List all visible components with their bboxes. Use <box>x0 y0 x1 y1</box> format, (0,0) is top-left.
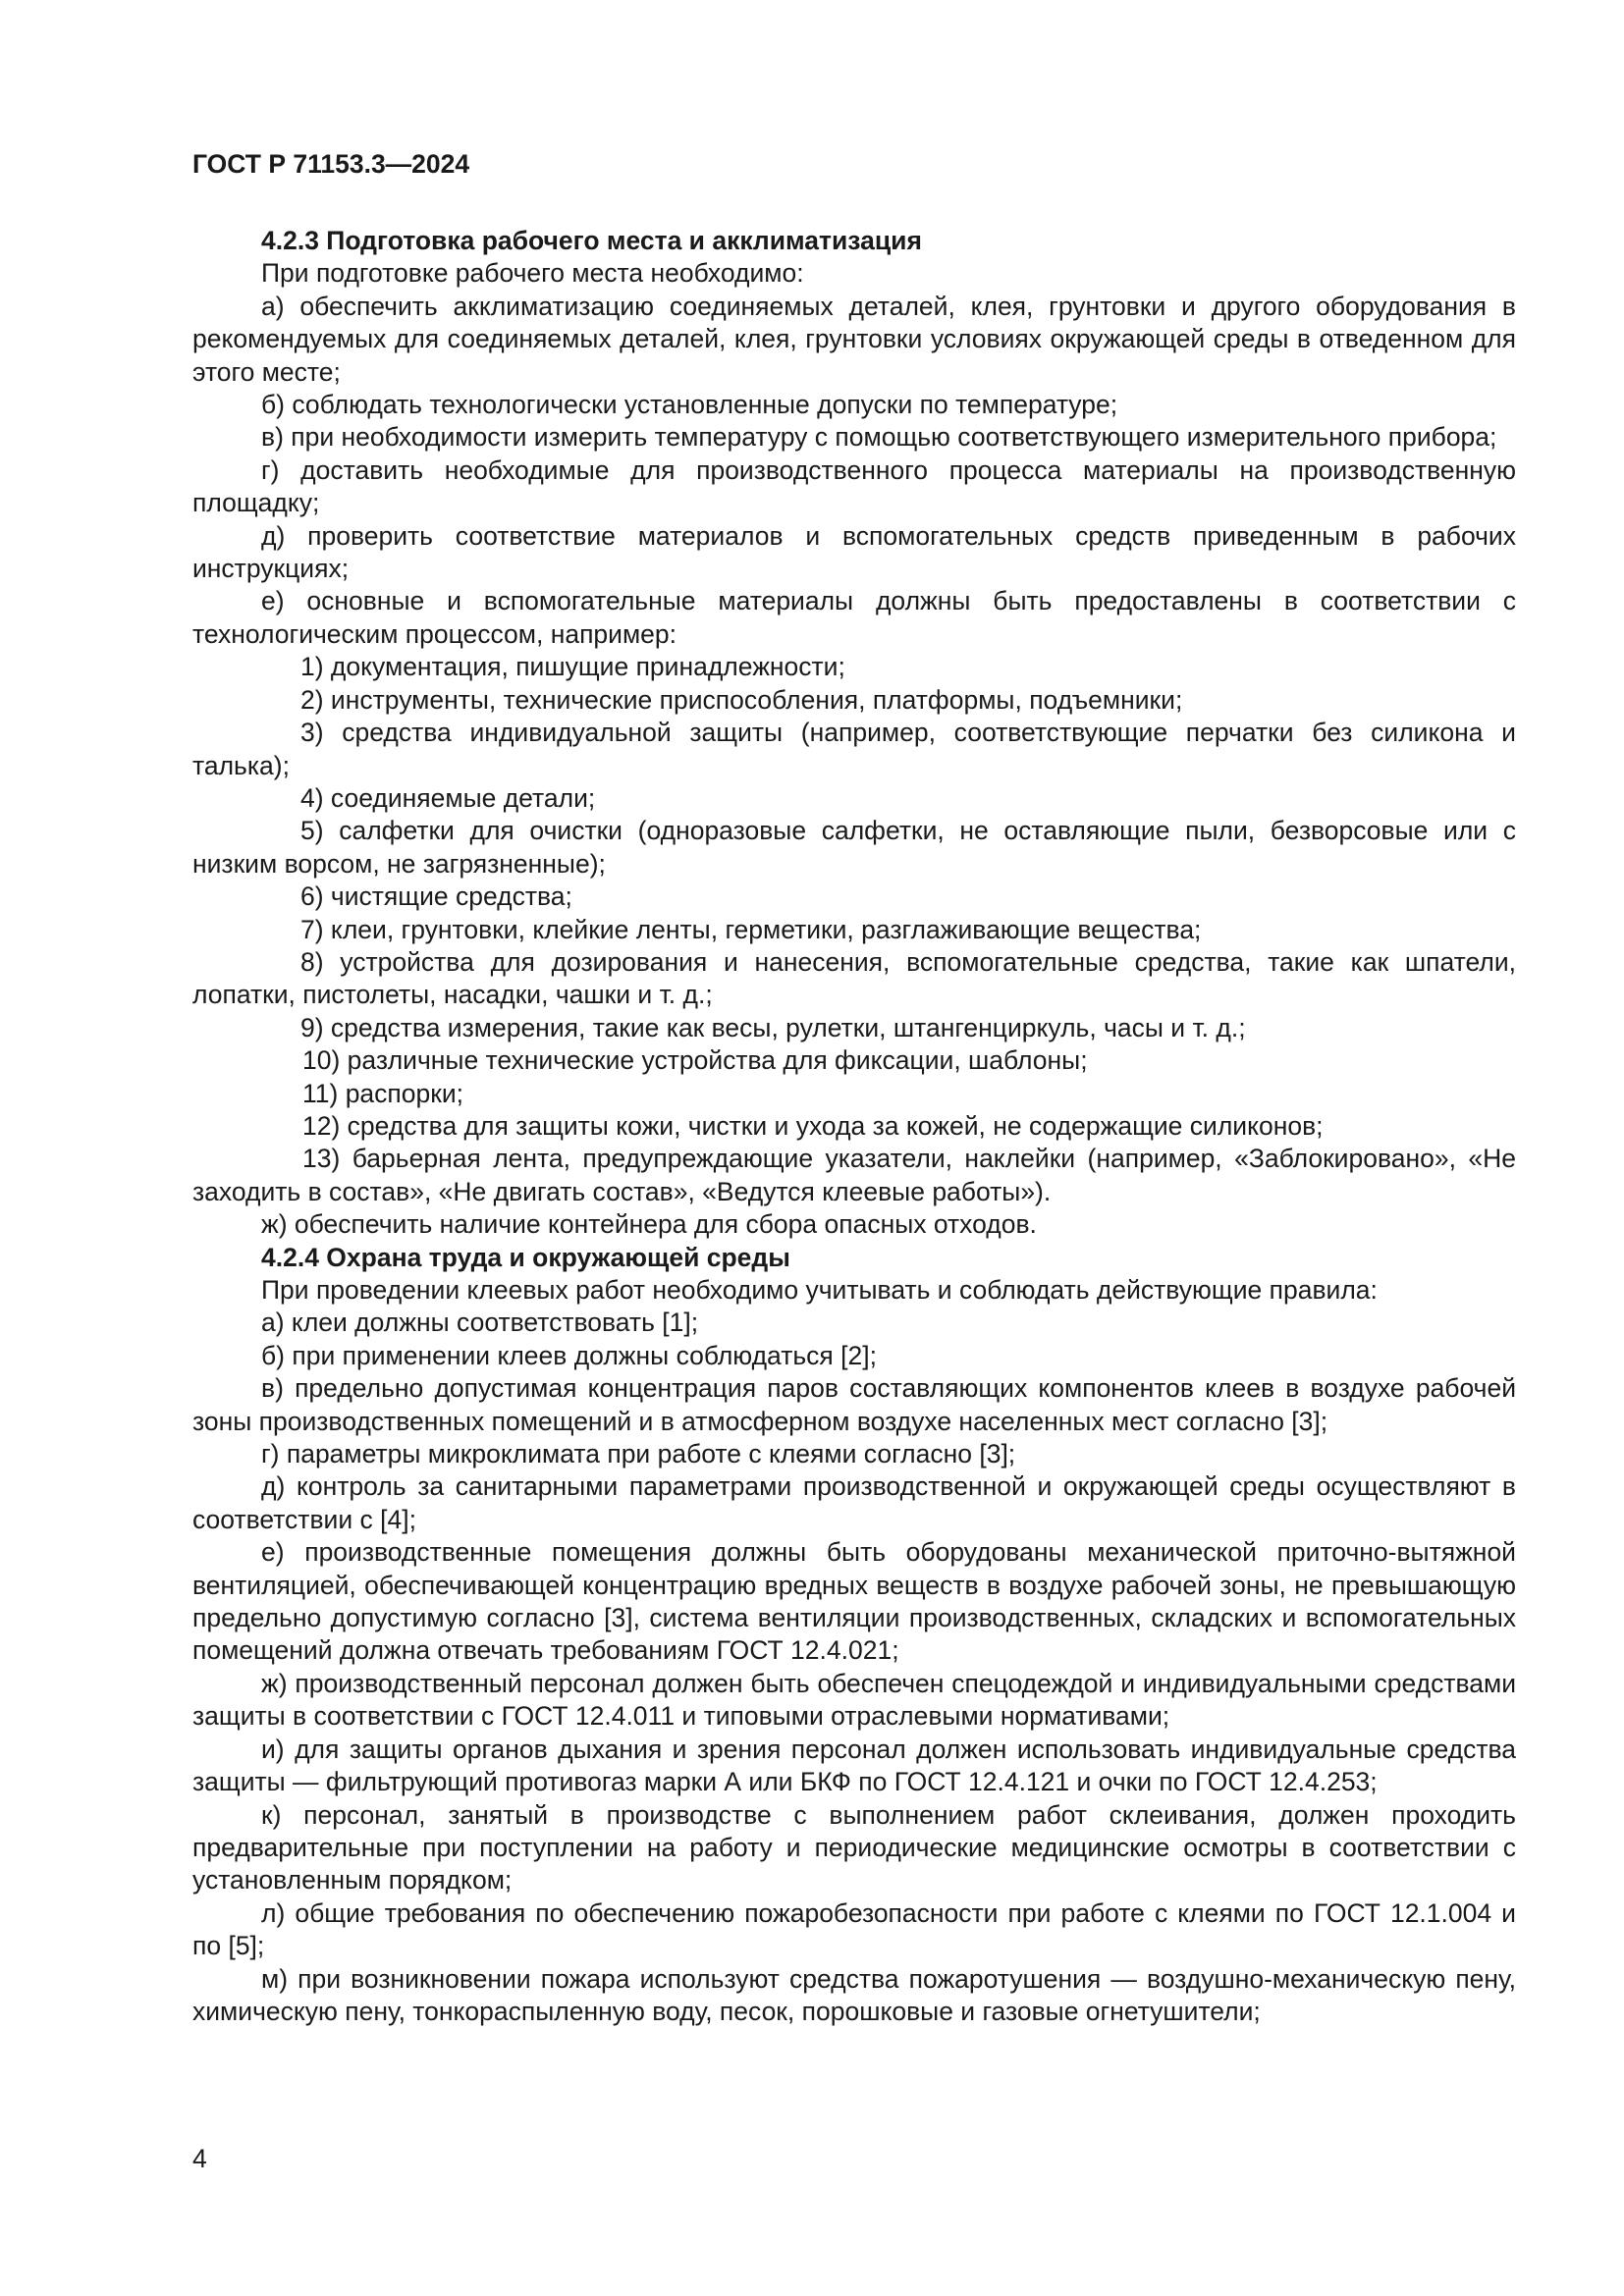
paragraph: в) предельно допустимая концентрация паров составляющих компонентов клеев в воздухе рабочей зоны производственных помещений и в атмосферном воздухе населенных мест согласно [3]; <box>192 1373 1516 1436</box>
paragraph: 7) клеи, грунтовки, клейкие ленты, герметики, разглаживающие вещества; <box>300 914 1202 944</box>
paragraph: При подготовке рабочего места необходимо: <box>261 258 804 289</box>
page-number: 4 <box>192 2144 207 2173</box>
paragraph: а) обеспечить акклиматизацию соединяемых деталей, клея, грунтовки и другого оборудования в рекомендуемых для соединяемых деталей, клея, грунтовки условиях окружающей среды в отведенном для этого месте; <box>192 291 1516 387</box>
paragraph: г) параметры микроклимата при работе с клеями согласно [3]; <box>261 1439 1016 1469</box>
paragraph: г) доставить необходимые для производственного процесса материалы на производственную площадку; <box>192 454 1516 518</box>
paragraph: в) при необходимости измерить температуру с помощью соответствующего измерительного прибора; <box>261 422 1497 453</box>
paragraph: ж) производственный персонал должен быть обеспечен спецодеждой и индивидуальными средствами защиты в соответствии с ГОСТ 12.4.011 и типовыми отраслевыми нормативами; <box>192 1668 1516 1732</box>
paragraph: б) при применении клеев должны соблюдаться [2]; <box>261 1340 877 1370</box>
paragraph: 5) салфетки для очистки (одноразовые салфетки, не оставляющие пыли, безворсовые или с низким ворсом, не загрязненные); <box>192 816 1516 879</box>
paragraph: 11) распорки; <box>302 1078 464 1108</box>
section-heading: 4.2.4 Охрана труда и окружающей среды <box>261 1242 790 1272</box>
paragraph: л) общие требования по обеспечению пожаробезопасности при работе с клеями по ГОСТ 12.1.004 и по [5]; <box>192 1897 1516 1961</box>
paragraph: б) соблюдать технологически установленные допуски по температуре; <box>261 390 1118 420</box>
paragraph: 2) инструменты, технические приспособления, платформы, подъемники; <box>300 684 1183 715</box>
paragraph: 12) средства для защиты кожи, чистки и ухода за кожей, не содержащие силиконов; <box>302 1110 1324 1141</box>
paragraph: е) основные и вспомогательные материалы должны быть предоставлены в соответствии с технологическим процессом, например: <box>192 586 1516 649</box>
document-body <box>192 225 1516 2028</box>
paragraph: 10) различные технические устройства для фиксации, шаблоны; <box>302 1045 1088 1076</box>
document-code-header: ГОСТ Р 71153.3—2024 <box>192 149 470 179</box>
paragraph: ж) обеспечить наличие контейнера для сбора опасных отходов. <box>261 1209 1037 1240</box>
paragraph: 3) средства индивидуальной защиты (например, соответствующие перчатки без силикона и талька); <box>192 718 1516 780</box>
paragraph: 9) средства измерения, такие как весы, рулетки, штангенциркуль, часы и т. д.; <box>300 1012 1246 1042</box>
paragraph: д) проверить соответствие материалов и вспомогательных средств приведенным в рабочих инструкциях; <box>192 520 1516 584</box>
section-heading: 4.2.3 Подготовка рабочего места и акклиматизация <box>261 226 922 255</box>
paragraph: и) для защиты органов дыхания и зрения персонал должен использовать индивидуальные средства защиты — фильтрующий противогаз марки А или БКФ по ГОСТ 12.4.121 и очки по ГОСТ 12.4.253; <box>192 1734 1516 1797</box>
paragraph: При проведении клеевых работ необходимо учитывать и соблюдать действующие правила: <box>261 1275 1378 1305</box>
paragraph: 8) устройства для дозирования и нанесения, вспомогательные средства, такие как шпатели, лопатки, пистолеты, насадки, чашки и т. д.; <box>192 946 1516 1010</box>
paragraph: 4) соединяемые детали; <box>300 782 596 813</box>
paragraph: 6) чистящие средства; <box>300 881 572 912</box>
paragraph: 13) барьерная лента, предупреждающие указатели, наклейки (например, «Заблокировано», «Не заходить в состав», «Не двигать состав», «Ведутся клеевые работы»). <box>192 1144 1516 1206</box>
paragraph: е) производственные помещения должны быть оборудованы механической приточно-вытяжной вентиляцией, обеспечивающей концентрацию вредных веществ в воздухе рабочей зоны, не превышающую предельно допустимую согласно [3], система вентиляции производственных, складских и вспомогательных помещений должна отвечать требованиям ГОСТ 12.4.021; <box>192 1537 1516 1666</box>
paragraph: м) при возникновении пожара используют средства пожаротушения — воздушно-механическую пену, химическую пену, тонкораспыленную воду, песок, порошковые и газовые огнетушители; <box>192 1963 1516 2026</box>
paragraph: 1) документация, пишущие принадлежности; <box>300 652 845 682</box>
paragraph: д) контроль за санитарными параметрами производственной и окружающей среды осуществляют в соответствии с [4]; <box>192 1471 1516 1534</box>
paragraph: а) клеи должны соответствовать [1]; <box>261 1308 699 1338</box>
paragraph: к) персонал, занятый в производстве с выполнением работ склеивания, должен проходить предварительные при поступлении на работу и периодические медицинские осмотры в соответствии с установленным порядком; <box>192 1799 1516 1896</box>
